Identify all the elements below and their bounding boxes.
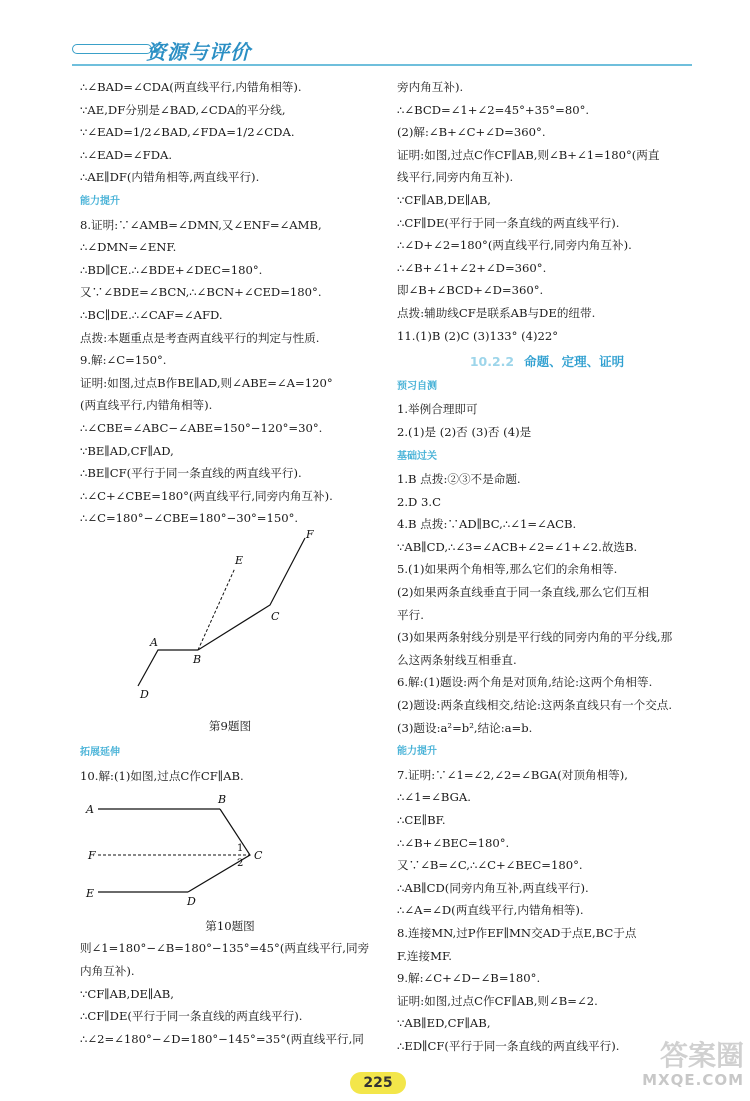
figure-10: [80, 787, 380, 937]
section-number: 10.2.2: [469, 354, 515, 370]
figure-10-diagram: [80, 787, 380, 907]
header-rule: [72, 64, 692, 66]
text-line: ∴∠C=180°−∠CBE=180°−30°=150°.: [80, 511, 299, 526]
fig10-label-f: F: [88, 849, 96, 863]
text-line: 平行.: [397, 607, 424, 622]
watermark-logo: [614, 1041, 744, 1097]
section-tag-ability: 能力提升: [80, 195, 120, 207]
text-line: 8.连接MN,过P作EF∥MN交AD于点E,BC于点: [397, 925, 637, 940]
fig9-label-b: B: [193, 652, 202, 666]
text-line: ∴∠2=∠180°−∠D=180°−145°=35°(两直线平行,同: [80, 1031, 364, 1046]
fig9-label-f: F: [306, 529, 314, 541]
text-line: ∵AB∥CD,∴∠3=∠ACB+∠2=∠1+∠2.故选B.: [397, 539, 638, 554]
text-line: (两直线平行,内错角相等).: [80, 398, 213, 413]
text-line: (2)如果两条直线垂直于同一条直线,那么它们互相: [397, 585, 649, 600]
text-line: ∴CF∥DE(平行于同一条直线的两直线平行).: [80, 1009, 303, 1024]
text-line: 线平行,同旁内角互补).: [397, 170, 514, 185]
right-column: [397, 76, 697, 1058]
section-tag-basic: 基础过关: [397, 450, 437, 462]
text-line: 8.证明:∵∠AMB=∠DMN,又∠ENF=∠AMB,: [80, 217, 322, 232]
right-block-c: [397, 468, 697, 739]
text-line: ∴CF∥DE(平行于同一条直线的两直线平行).: [397, 215, 620, 230]
text-line: 则∠1=180°−∠B=180°−135°=45°(两直线平行,同旁: [80, 941, 370, 956]
text-line: 1.B 点拨:②③不是命题.: [397, 472, 521, 487]
tip-line: 点拨:本题重点是考查两直线平行的判定与性质.: [80, 330, 320, 345]
text-line: 4.B 点拨:∵AD∥BC,∴∠1=∠ACB.: [397, 517, 577, 532]
text-line: ∴∠D+∠2=180°(两直线平行,同旁内角互补).: [397, 238, 632, 253]
text-line: 证明:如图,过点B作BE∥AD,则∠ABE=∠A=120°: [80, 375, 333, 390]
text-line: 9.解:∠C+∠D−∠B=180°.: [397, 971, 541, 986]
fig9-label-d: D: [140, 687, 149, 701]
fig10-label-c: C: [254, 849, 263, 863]
right-block-d: [397, 764, 697, 1058]
text-line: ∴∠B+∠1+∠2+∠D=360°.: [397, 260, 547, 275]
left-block-b: [80, 214, 380, 530]
fig10-label-a: A: [86, 803, 94, 817]
header-arrow-decoration: [72, 44, 152, 54]
text-line: 又∵∠B=∠C,∴∠C+∠BEC=180°.: [397, 858, 583, 873]
header-title: 资源与评价: [146, 40, 251, 64]
text-line: 2.D 3.C: [397, 494, 441, 509]
text-line: 7.证明:∵∠1=∠2,∠2=∠BGA(对顶角相等),: [397, 767, 628, 782]
text-line: ∴CE∥BF.: [397, 813, 446, 827]
figure-9: [80, 530, 380, 738]
text-line: 又∵∠BDE=∠BCN,∴∠BCN+∠CED=180°.: [80, 285, 322, 300]
fig9-label-a: A: [150, 635, 158, 649]
fig10-angle-1: 1: [237, 843, 244, 855]
section-tag-preview: 预习自测: [397, 380, 437, 392]
text-line: ∴∠BCD=∠1+∠2=45°+35°=80°.: [397, 102, 590, 117]
section-heading: [397, 351, 697, 374]
text-line: ∴∠B+∠BEC=180°.: [397, 835, 510, 850]
text-line: (2)题设:两条直线相交,结论:这两条直线只有一个交点.: [397, 698, 673, 713]
tip-line: 点拨:辅助线CF是联系AB与DE的纽带.: [397, 305, 596, 320]
fig9-dashed-be: [198, 568, 235, 650]
text-line: 旁内角互补).: [397, 80, 464, 94]
section-tag-ability-2: 能力提升: [397, 746, 437, 758]
text-line: 即∠B+∠BCD+∠D=360°.: [397, 283, 544, 298]
text-line: ∴ED∥CF(平行于同一条直线的两直线平行).: [397, 1038, 620, 1053]
text-line: (2)解:∠B+∠C+∠D=360°.: [397, 125, 546, 140]
text-line: 证明:如图,过点C作CF∥AB,则∠B=∠2.: [397, 993, 598, 1008]
page-number: 225: [350, 1072, 406, 1094]
watermark-top: 答案圈: [659, 1039, 744, 1072]
text-line: 5.(1)如果两个角相等,那么它们的余角相等.: [397, 562, 618, 577]
text-line: ∵AB∥ED,CF∥AB,: [397, 1016, 491, 1031]
watermark-bottom: MXQE.COM: [642, 1071, 744, 1089]
text-line: ∵AE,DF分别是∠BAD,∠CDA的平分线,: [80, 102, 286, 117]
text-line: 10.解:(1)如图,过点C作CF∥AB.: [80, 768, 244, 783]
text-line: ∴BC∥DE.∴∠CAF=∠AFD.: [80, 307, 223, 322]
figure-9-caption: 第9题图: [208, 719, 252, 734]
text-line: (3)题设:a²=b²,结论:a=b.: [397, 720, 533, 735]
text-line: 证明:如图,过点C作CF∥AB,则∠B+∠1=180°(两直: [397, 147, 660, 162]
fig10-label-d: D: [187, 895, 196, 908]
text-line: 2.(1)是 (2)否 (3)否 (4)是: [397, 424, 532, 439]
text-line: ∴∠C+∠CBE=180°(两直线平行,同旁内角互补).: [80, 488, 333, 503]
text-line: ∴∠A=∠D(两直线平行,内错角相等).: [397, 903, 584, 918]
text-line: ∵CF∥AB,DE∥AB,: [397, 192, 491, 207]
fig9-path-dab: [138, 650, 198, 686]
left-block-c: [80, 937, 380, 1050]
left-block-a: [80, 76, 380, 189]
fig9-path-bcf: [198, 538, 305, 650]
right-block-a: [397, 76, 697, 347]
section-title: 命题、定理、证明: [524, 354, 625, 370]
text-line: ∴∠1=∠BGA.: [397, 790, 471, 805]
text-line: ∵∠EAD=1/2∠BAD,∠FDA=1/2∠CDA.: [80, 125, 295, 140]
text-line: ∵CF∥AB,DE∥AB,: [80, 986, 174, 1001]
text-line: F.连接MF.: [397, 948, 452, 963]
right-block-b: [397, 398, 697, 443]
text-line: 1.举例合理即可: [397, 402, 478, 417]
text-line: ∴BE∥CF(平行于同一条直线的两直线平行).: [80, 466, 302, 481]
text-line: ∴AB∥CD(同旁内角互补,两直线平行).: [397, 880, 589, 895]
text-line: ∴∠DMN=∠ENF.: [80, 240, 177, 255]
text-line: ∴∠EAD=∠FDA.: [80, 147, 173, 162]
fig10-label-e: E: [86, 887, 95, 901]
text-line: ∴BD∥CE.∴∠BDE+∠DEC=180°.: [80, 262, 263, 277]
text-line: ∵BE∥AD,CF∥AD,: [80, 443, 174, 458]
left-column: [80, 76, 380, 1050]
text-line: ∴∠CBE=∠ABC−∠ABE=150°−120°=30°.: [80, 420, 323, 435]
text-line: 11.(1)B (2)C (3)133° (4)22°: [397, 328, 559, 343]
fig9-label-c: C: [271, 609, 280, 623]
header-banner: [72, 36, 282, 62]
fig9-label-e: E: [235, 553, 244, 567]
text-line: 内角互补).: [80, 964, 135, 979]
section-tag-extension: 拓展延伸: [80, 747, 120, 759]
text-line: ∴∠BAD=∠CDA(两直线平行,内错角相等).: [80, 80, 302, 94]
text-line: 6.解:(1)题设:两个角是对顶角,结论:这两个角相等.: [397, 675, 653, 690]
text-line: ∴AE∥DF(内错角相等,两直线平行).: [80, 170, 260, 185]
figure-10-caption: 第10题图: [205, 918, 255, 933]
text-line: (3)如果两条射线分别是平行线的同旁内角的平分线,那: [397, 630, 673, 645]
figure-9-diagram: [80, 530, 380, 710]
text-line: 么这两条射线互相垂直.: [397, 652, 517, 667]
fig10-label-b: B: [218, 793, 227, 807]
text-line: 9.解:∠C=150°.: [80, 353, 167, 368]
fig10-angle-2: 2: [237, 858, 244, 870]
